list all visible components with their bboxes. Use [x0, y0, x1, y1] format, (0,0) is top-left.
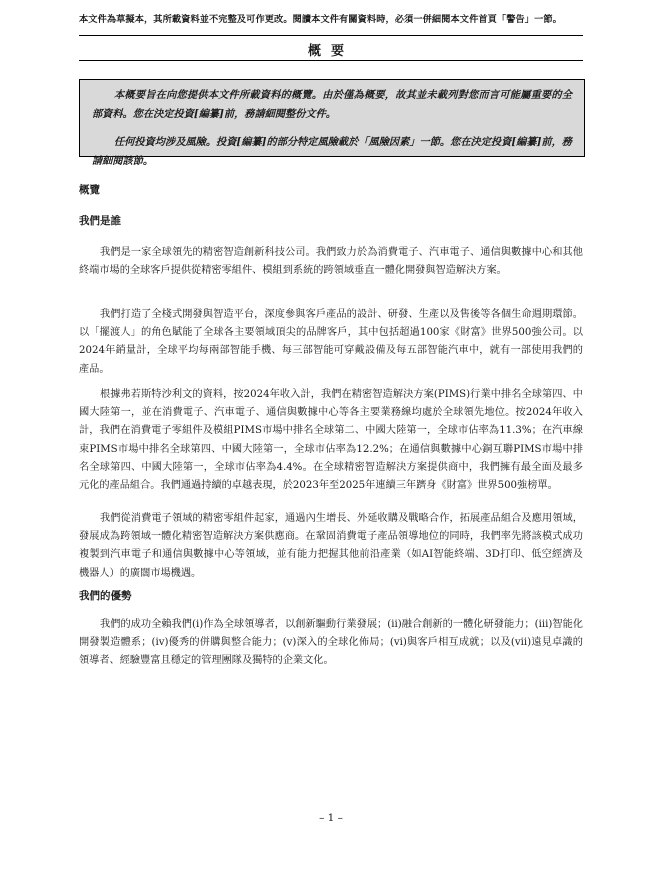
- summary-notice-box: [79, 79, 585, 167]
- body-paragraph: 我們打造了全棧式開發與智造平台，深度參與客戶產品的設計、研發、生產以及售後等各個生命週期環節。以「擺渡人」的角色賦能了全球各主要領域頂尖的品牌客戶，其中包括超過100家《財富》世界500強公司。以2024年銷量計，全球平均每兩部智能手機、每三部智能可穿戴設備及每五部智能汽車中，就有一部使用我們的產品。: [79, 309, 583, 375]
- page-number: – 1 –: [319, 812, 343, 824]
- notice-paragraph: 本概要旨在向您提供本文件所載資料的概覽。由於僅為概要，故其並未載列對您而言可能屬重要的全部資料。您在決定投資[編纂]前，務請細閱整份文件。: [92, 89, 572, 120]
- body-paragraph: 我們從消費電子領域的精密零組件起家，通過內生增長、外延收購及戰略合作，拓展產品組合及應用領域，發展成為跨領域一體化精密智造解決方案供應商。在鞏固消費電子產品領導地位的同時，我們率先將該模式成功複製到汽車電子和通信與數據中心等領域，並有能力把握其他前沿產業（如AI智能終端、3D打印、低空經濟及機器人）的廣闊市場機遇。: [79, 513, 583, 579]
- title-bottom-rule: [79, 60, 583, 61]
- overview-heading: 概覽: [79, 184, 100, 196]
- strengths-heading: 我們的優勢: [79, 590, 132, 602]
- body-paragraph: 根據弗若斯特沙利文的資料，按2024年收入計，我們在精密智造解決方案(PIMS)行業中排名全球第四、中國大陸第一，並在消費電子、汽車電子、通信與數據中心等各主要業務線均處於全球領先地位。按2024年收入計，我們在消費電子零組件及模組PIMS市場中排名全球第二、中國大陸第一，全球市佔率為11.3%；在汽車線束PIMS市場中排名全球第四、中國大陸第一，全球市佔率為12.2%；在通信與數據中心銅互聯PIMS市場中排名全球第四、中國大陸第一，全球市佔率為4.4%。在全球精密智造解決方案提供商中，我們擁有最全面及最多元化的產品組合。我們通過持續的卓越表現，於2023年至2025年連續三年躋身《財富》世界500強榜單。: [79, 389, 583, 492]
- body-paragraph: 我們是一家全球領先的精密智造創新科技公司。我們致力於為消費電子、汽車電子、通信與數據中心和其他終端市場的全球客戶提供從精密零組件、模組到系統的跨領域垂直一體化開發與智造解決方案。: [79, 247, 583, 277]
- section-title: 概要: [307, 44, 354, 59]
- strengths-paragraph: 我們的成功全賴我們(i)作為全球領導者，以創新驅動行業發展；(ii)融合創新的一體化研發能力；(iii)智能化開發製造體系；(iv)優秀的併購與整合能力；(v)深入的全球化佈局；(vi)與客戶相互成就；以及(vii)遠見卓識的領導者、經驗豐富且穩定的管理團隊及獨特的企業文化。: [79, 619, 583, 667]
- who-we-are-heading: 我們是誰: [79, 215, 121, 227]
- notice-paragraph: 任何投資均涉及風險。投資[編纂]的部分特定風險載於「風險因素」一節。您在決定投資[編纂]前，務請細閱該節。: [92, 136, 572, 167]
- draft-disclaimer: 本文件為草擬本，其所載資料並不完整及可作更改。閱讀本文件有關資料時，必須一併細閱本文件首頁「警告」一節。: [79, 14, 562, 25]
- title-top-rule: [79, 35, 583, 36]
